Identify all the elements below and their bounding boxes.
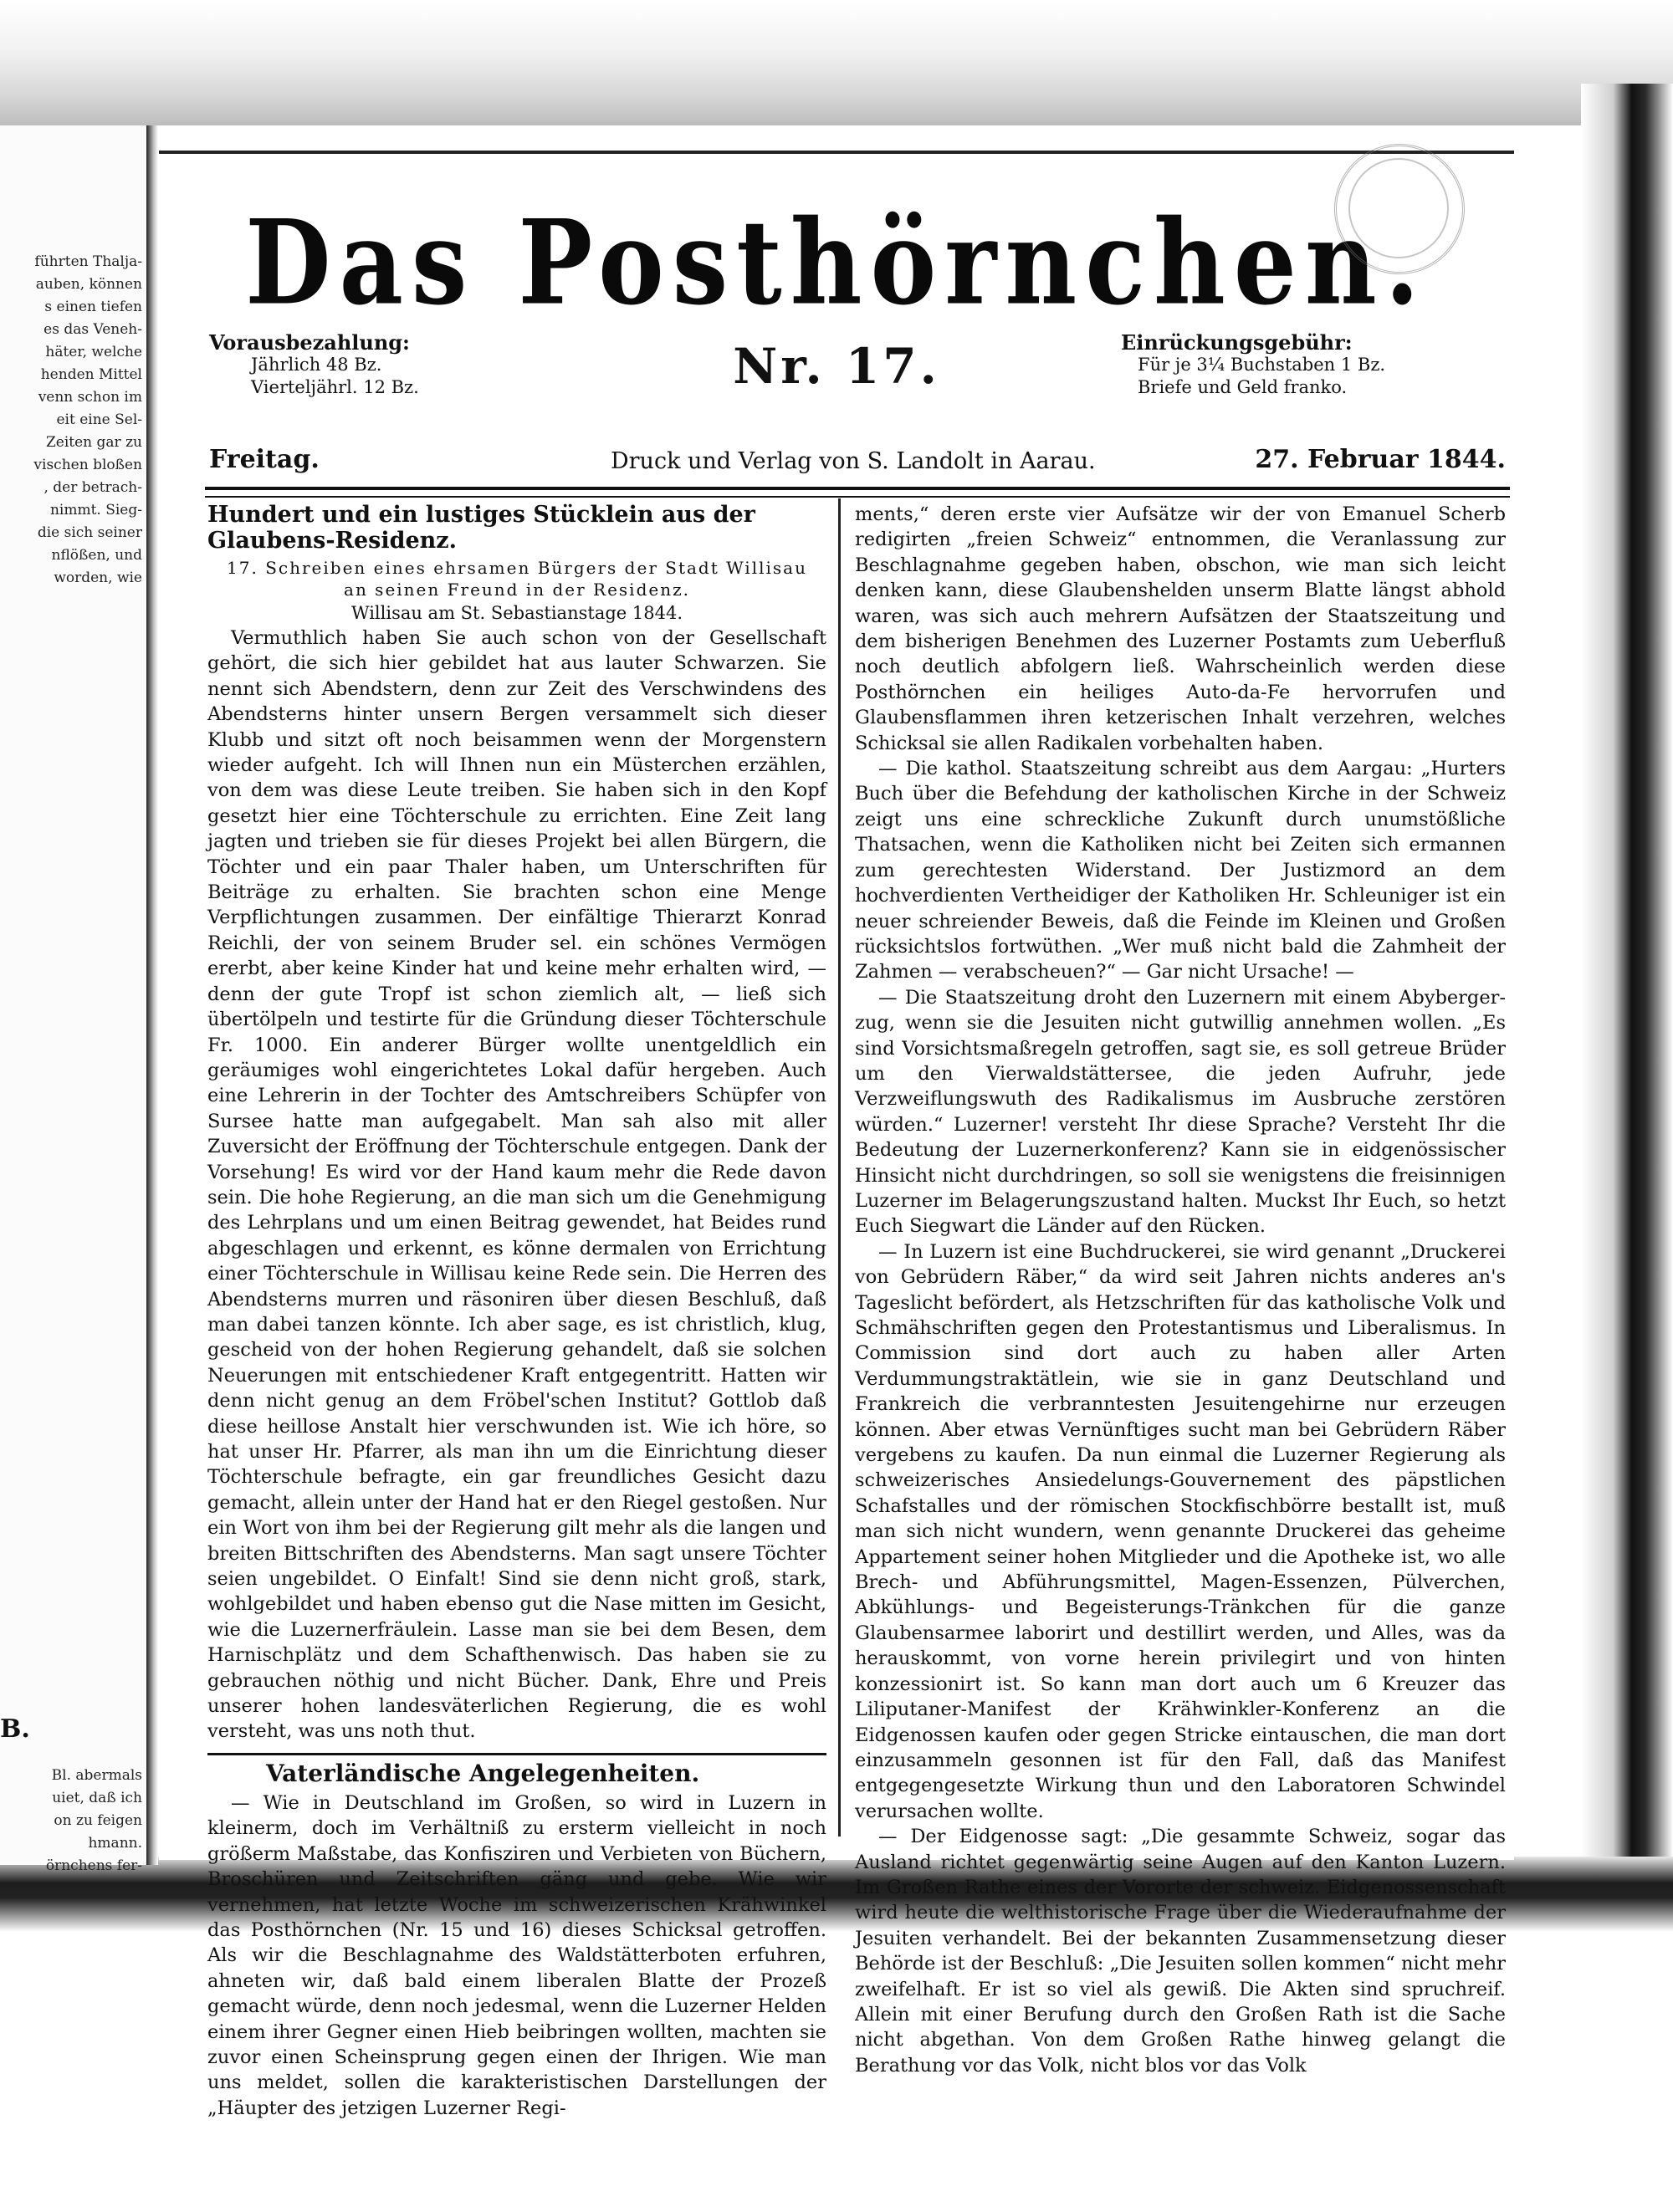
fee-note: Briefe und Geld franko. [1138, 377, 1348, 397]
prepayment-yearly: Jährlich 48 Bz. [251, 355, 382, 375]
prev-line: uiet, daß ich [52, 1790, 142, 1806]
section-rule [207, 1753, 826, 1755]
right-column [855, 502, 1506, 2078]
prev-line: auben, können [35, 276, 142, 293]
scan-shadow-top [0, 0, 1673, 125]
prev-line: es das Veneh- [43, 321, 142, 338]
article-body: — Die kathol. Staatszeitung schreibt aus dem Aargau: „Hurters Buch über die Befehdung der katholischen Kirche in der Schweiz zeigt uns eine schreckliche Zukunft durch unumstößliche Thatsachen, wenn die Katholiken nicht bei Zeiten sich ermannen zum gerechtesten Widerstand. Der Justizmord an dem hochverdienten Vertheidiger der Katholiken Hr. Schleuniger ist ein neuer schreiender Beweis, daß die Feinde im Kleinen und Großen rücksichtslos fortwüthen. „Wer muß nicht bald die Zahmheit der Zahmen — verabscheuen?“ — Gar nicht Ursache! — [855, 758, 1506, 983]
prev-line: führten Thalja- [34, 253, 142, 270]
letter-heading: 17. Schreiben eines ehrsamen Bürgers der Stadt Willisau [227, 558, 807, 578]
prev-line: nflößen, und [51, 547, 142, 564]
article-body: — Wie in Deutschland im Großen, so wird in Luzern in kleinerm, doch im Verhältniß zu ersterm vielleicht in noch größerm Maßstabe, das Konfisziren und Verbieten von Büchern, Broschüren und Zeitschriften gäng und gebe. Wie wir vernehmen, hat letzte Woche im schweizerischen Krähwinkel das Posthörnchen (Nr. 15 und 16) dieses Schicksal getroffen. Als wir die Beschlagnahme des Waldstätterboten erfuhren, ahneten wir, daß bald einem liberalen Blatte der Prozeß gemacht würde, denn noch jedesmal, wenn die Luzerner Helden einem ihrer Gegner einen Hieb beibringen wollten, machten sie zuvor einen Scheinsprung gegen einen der Ihrigen. Wie man uns meldet, sollen die karakteristischen Darstellungen der „Häupter des jetzigen Luzerner Regi- [207, 1791, 826, 2119]
prev-line: örnchens fer- [45, 1857, 142, 1874]
article-body: — Der Eidgenosse sagt: „Die gesammte Schweiz, sogar das Ausland richtet gegenwärtig seine Augen auf den Kanton Luzern. Im Großen Rathe eines der Vororte der schweiz. Eidgenossenschaft wird heute die welthistorische Frage über die Wiederaufnahme der Jesuiten verhandelt. Bei der bekannten Zusammensetzung dieser Behörde ist der Beschluß: „Die Jesuiten sollen kommen“ nicht mehr zweifelhaft. Er ist so viel als gewiß. Die Akten sind spruchreif. Allein mit einer Berufung durch den Großen Rath ist die Sache nicht abgethan. Von dem Großen Rathe hinweg gelangt die Berathung vor das Volk, nicht blos vor das Volk [855, 1826, 1506, 2077]
prepayment-label: Vorausbezahlung: [209, 330, 410, 355]
insertion-fee-info [1121, 331, 1514, 399]
article-body: ments,“ deren erste vier Aufsätze wir der von Emanuel Scherb redigirten „freien Schweiz“ entnommen, die Veranlassung zur Beschlagnahme gegeben haben, obschon, wie man sich leicht denken kann, diese Glaubenshelden unserm Blatte längst abhold waren, was sich auch mehrern Aufsätzen der Staatszeitung und dem bisherigen Benehmen des Luzerner Postamts zum Ueberfluß noch deutlich abfolgern ließ. Wahrscheinlich werden diese Posthörnchen ein heiliges Auto-da-Fe hervorrufen und Glaubensflammen ihren ketzerischen Inhalt verzehren, welches Schicksal sie allen Radikalen vorbehalten haben. [855, 503, 1506, 754]
prev-line: eit eine Sel- [56, 411, 142, 428]
prev-line: hmann. [88, 1835, 142, 1852]
binding-shadow [146, 125, 158, 1865]
prev-line: nimmt. Sieg- [49, 502, 142, 519]
prev-line: , der betrach- [43, 479, 142, 496]
issue-date: 27. Februar 1844. [1255, 445, 1506, 474]
masthead-title: Das Posthörnchen. [245, 193, 1428, 331]
letter-heading: an seinen Freund in der Residenz. [344, 580, 690, 600]
prev-line: henden Mittel [40, 366, 142, 383]
article-title: Hundert und ein lustiges Stücklein aus der Glaubens-Residenz. [207, 502, 755, 554]
stamp-inner-ring [1348, 158, 1449, 258]
prev-line: worden, wie [54, 570, 142, 586]
newspaper-page [159, 151, 1514, 2119]
library-stamp [1334, 144, 1465, 274]
article-body: — Die Staatszeitung droht den Luzernern mit einem Abyberger-zug, wenn sie die Jesuiten nicht gutwillig annehmen wollen. „Es sind Vorsichtsmaßregeln getroffen, sagt sie, es soll getreue Brüder um den Vierwaldstättersee, die jeden Aufruhr, jede Verzweiflungswuth des Radikalismus im Ausbruche zerstören würden.“ Luzerner! versteht Ihr diese Sprache? Versteht Ihr die Bedeutung der Luzernerkonferenz? Kann sie in eidgenössischer Hinsicht nicht durchdringen, so soll sie wenigstens die freisinnigen Luzerner im Belagerungszustand halten. Muckst Ihr Euch, so hetzt Euch Siegwart die Länder auf den Rücken. [855, 986, 1506, 1238]
prev-line: häter, welche [45, 344, 142, 360]
article-body: — In Luzern ist eine Buchdruckerei, sie wird genannt „Druckerei von Gebrüdern Räber,“ da wird seit Jahren nichts anderes an's Tageslicht befördert, als Hetzschriften für das katholische Volk und Schmähschriften gegen den Protestantismus und Liberalismus. In Commission sind dort auch zu haben aller Arten Verdummungstraktätlein, wie sie in ganz Deutschland und Frankreich die verbranntesten Jesuitengehirne nur erzeugen können. Aber etwas Vernünftiges sucht man bei Gebrüdern Räber vergebens zu kaufen. Da nun einmal die Luzerner Regierung als schweizerisches Ansiedelungs-Gouvernement des päpstlichen Schafstalles und der römischen Stockfischbörre bestallt ist, muß man sich nicht wundern, wenn genannte Druckerei das geheime Appartement seiner hohen Mitglieder und die Apotheke ist, wo alle Brech- und Abführungsmittel, Magen-Essenzen, Pülverchen, Abkühlungs- und Begeisterungs-Tränkchen für die ganze Glaubensarmee laborirt und destillirt werden, und Alles, was da herauskommt, von vorne herein privilegirt und von hinten konzessionirt ist. So kann man dort auch um 6 Kreuzer das Liliputaner-Manifest der Krähwinkler-Konferenz an die Eidgenossen kaufen oder gegen Stricke eintauschen, die man dort einzusammeln gesonnen ist für den Fall, daß das Manifest entgegengesetzte Wirkung thun und den Laboratoren Schwindel verursachen wollte. [855, 1240, 1506, 1822]
prepayment-quarterly: Vierteljährl. 12 Bz. [251, 377, 419, 397]
prev-line: die sich seiner [37, 524, 142, 541]
previous-page-text-lower [0, 1765, 142, 1877]
column-divider [838, 498, 841, 1837]
weekday: Freitag. [209, 445, 320, 474]
prev-line: on zu feigen [54, 1812, 142, 1829]
prev-line: vischen bloßen [33, 457, 142, 473]
section-title: Vaterländische Angelegenheiten. [266, 1759, 700, 1787]
article-body: Vermuthlich haben Sie auch schon von der Gesellschaft gehört, die sich hier gebildet hat aus lauter Schwarzen. Sie nennt sich Abendstern, denn zur Zeit des Verschwindens des Abendsterns hinter unsern Bergen versammelt sich dieser Klubb und sitzt oft noch beisammen wenn der Morgenstern wieder aufgeht. Ich will Ihnen nun ein Müsterchen erzählen, von dem was diese Leute treiben. Sie haben sich in den Kopf gesetzt hier eine Töchterschule zu errichten. Eine Zeit lang jagten und trieben sie für dieses Projekt bei allen Bürgern, die Töchter und ein paar Thaler haben, um Unterschriften für Beiträge zu erhalten. Sie brachten schon eine Menge Verpflichtungen zusammen. Der einfältige Thierarzt Konrad Reichli, der von seinem Bruder sel. ein schönes Vermögen ererbt, aber keine Kinder hat und keine mehr erhalten wird, — denn der gute Tropf ist schon ziemlich alt, — ließ sich übertölpeln und testirte für die Gründung dieser Töchterschule Fr. 1000. Ein anderer Bürger wollte unentgeldlich ein geräumiges wohl eingerichtetes Lokal dafür hergeben. Auch eine Lehrerin in der Tochter des Amtschreibers Schüpfer von Sursee hatte man aufgegabelt. Man sah also mit aller Zuversicht der Eröffnung der Töchterschule entgegen. Dank der Vorsehung! Es wird vor der Hand kaum mehr die Rede davon sein. Die hohe Regierung, an die man sich um die Genehmigung des Lehrplans und um einen Beitrag gewendet, hat Beides rund abgeschlagen und erkennt, es könne dermalen von Errichtung einer Töchterschule in Willisau keine Rede sein. Die Herren des Abendsterns murren und räsoniren über diesen Beschluß, daß man dabei tanzen könnte. Ich aber sage, es ist christlich, klug, gescheid von der hohen Regierung gehandelt, daß sie solchen Neuerungen mit entschiedener Kraft entgegentritt. Hatten wir denn nicht genug an dem Fröbel'schen Institut? Gottlob daß diese heillose Anstalt hier verschwunden ist. Wie ich höre, so hat unser Hr. Pfarrer, als man ihn um die Einrichtung dieser Töchterschule befragte, ein gar freundliches Gesicht dazu gemacht, allein unter der Hand hat er den Riegel gestoßen. Nur ein Wort von ihm bei der Regierung gilt mehr als die langen und breiten Bittschriften des Abendsterns. Man sagt unsere Töchter seien ungebildet. O Einfalt! Sind sie denn nicht groß, stark, wohlgebildet und haben ebenso gut die Nase mitten im Gesicht, wie die Luzernerfräulein. Lasse man sie bei dem Besen, dem Harnischplätz und dem Schafthenwisch. Das haben sie zu gebrauchen nöthig und nicht Bücher. Dank, Ehre und Preis unserer hohen landesväterlichen Regierung, die es wohl versteht, was uns noth thut. [207, 627, 826, 1743]
prev-line: venn schon im [38, 389, 142, 406]
prev-line: Zeiten gar zu [45, 434, 142, 451]
prev-line: Bl. abermals [51, 1767, 142, 1784]
prev-line: s einen tiefen [44, 299, 142, 315]
prev-page-block-mark: B. [0, 1714, 30, 1744]
fee-line: Für je 3¼ Buchstaben 1 Bz. [1138, 355, 1386, 375]
printer-imprint: Druck und Verlag von S. Landolt in Aarau. [611, 448, 1096, 474]
place-date: Willisau am St. Sebastianstage 1844. [350, 603, 683, 623]
scan-shadow-right [1581, 84, 1673, 1898]
left-column [207, 502, 826, 2121]
issue-number: Nr. 17. [733, 338, 940, 395]
fee-label: Einrückungsgebühr: [1121, 330, 1353, 355]
header-rule [205, 487, 1510, 498]
dateline [209, 445, 1506, 480]
previous-page-text-upper [0, 251, 142, 590]
